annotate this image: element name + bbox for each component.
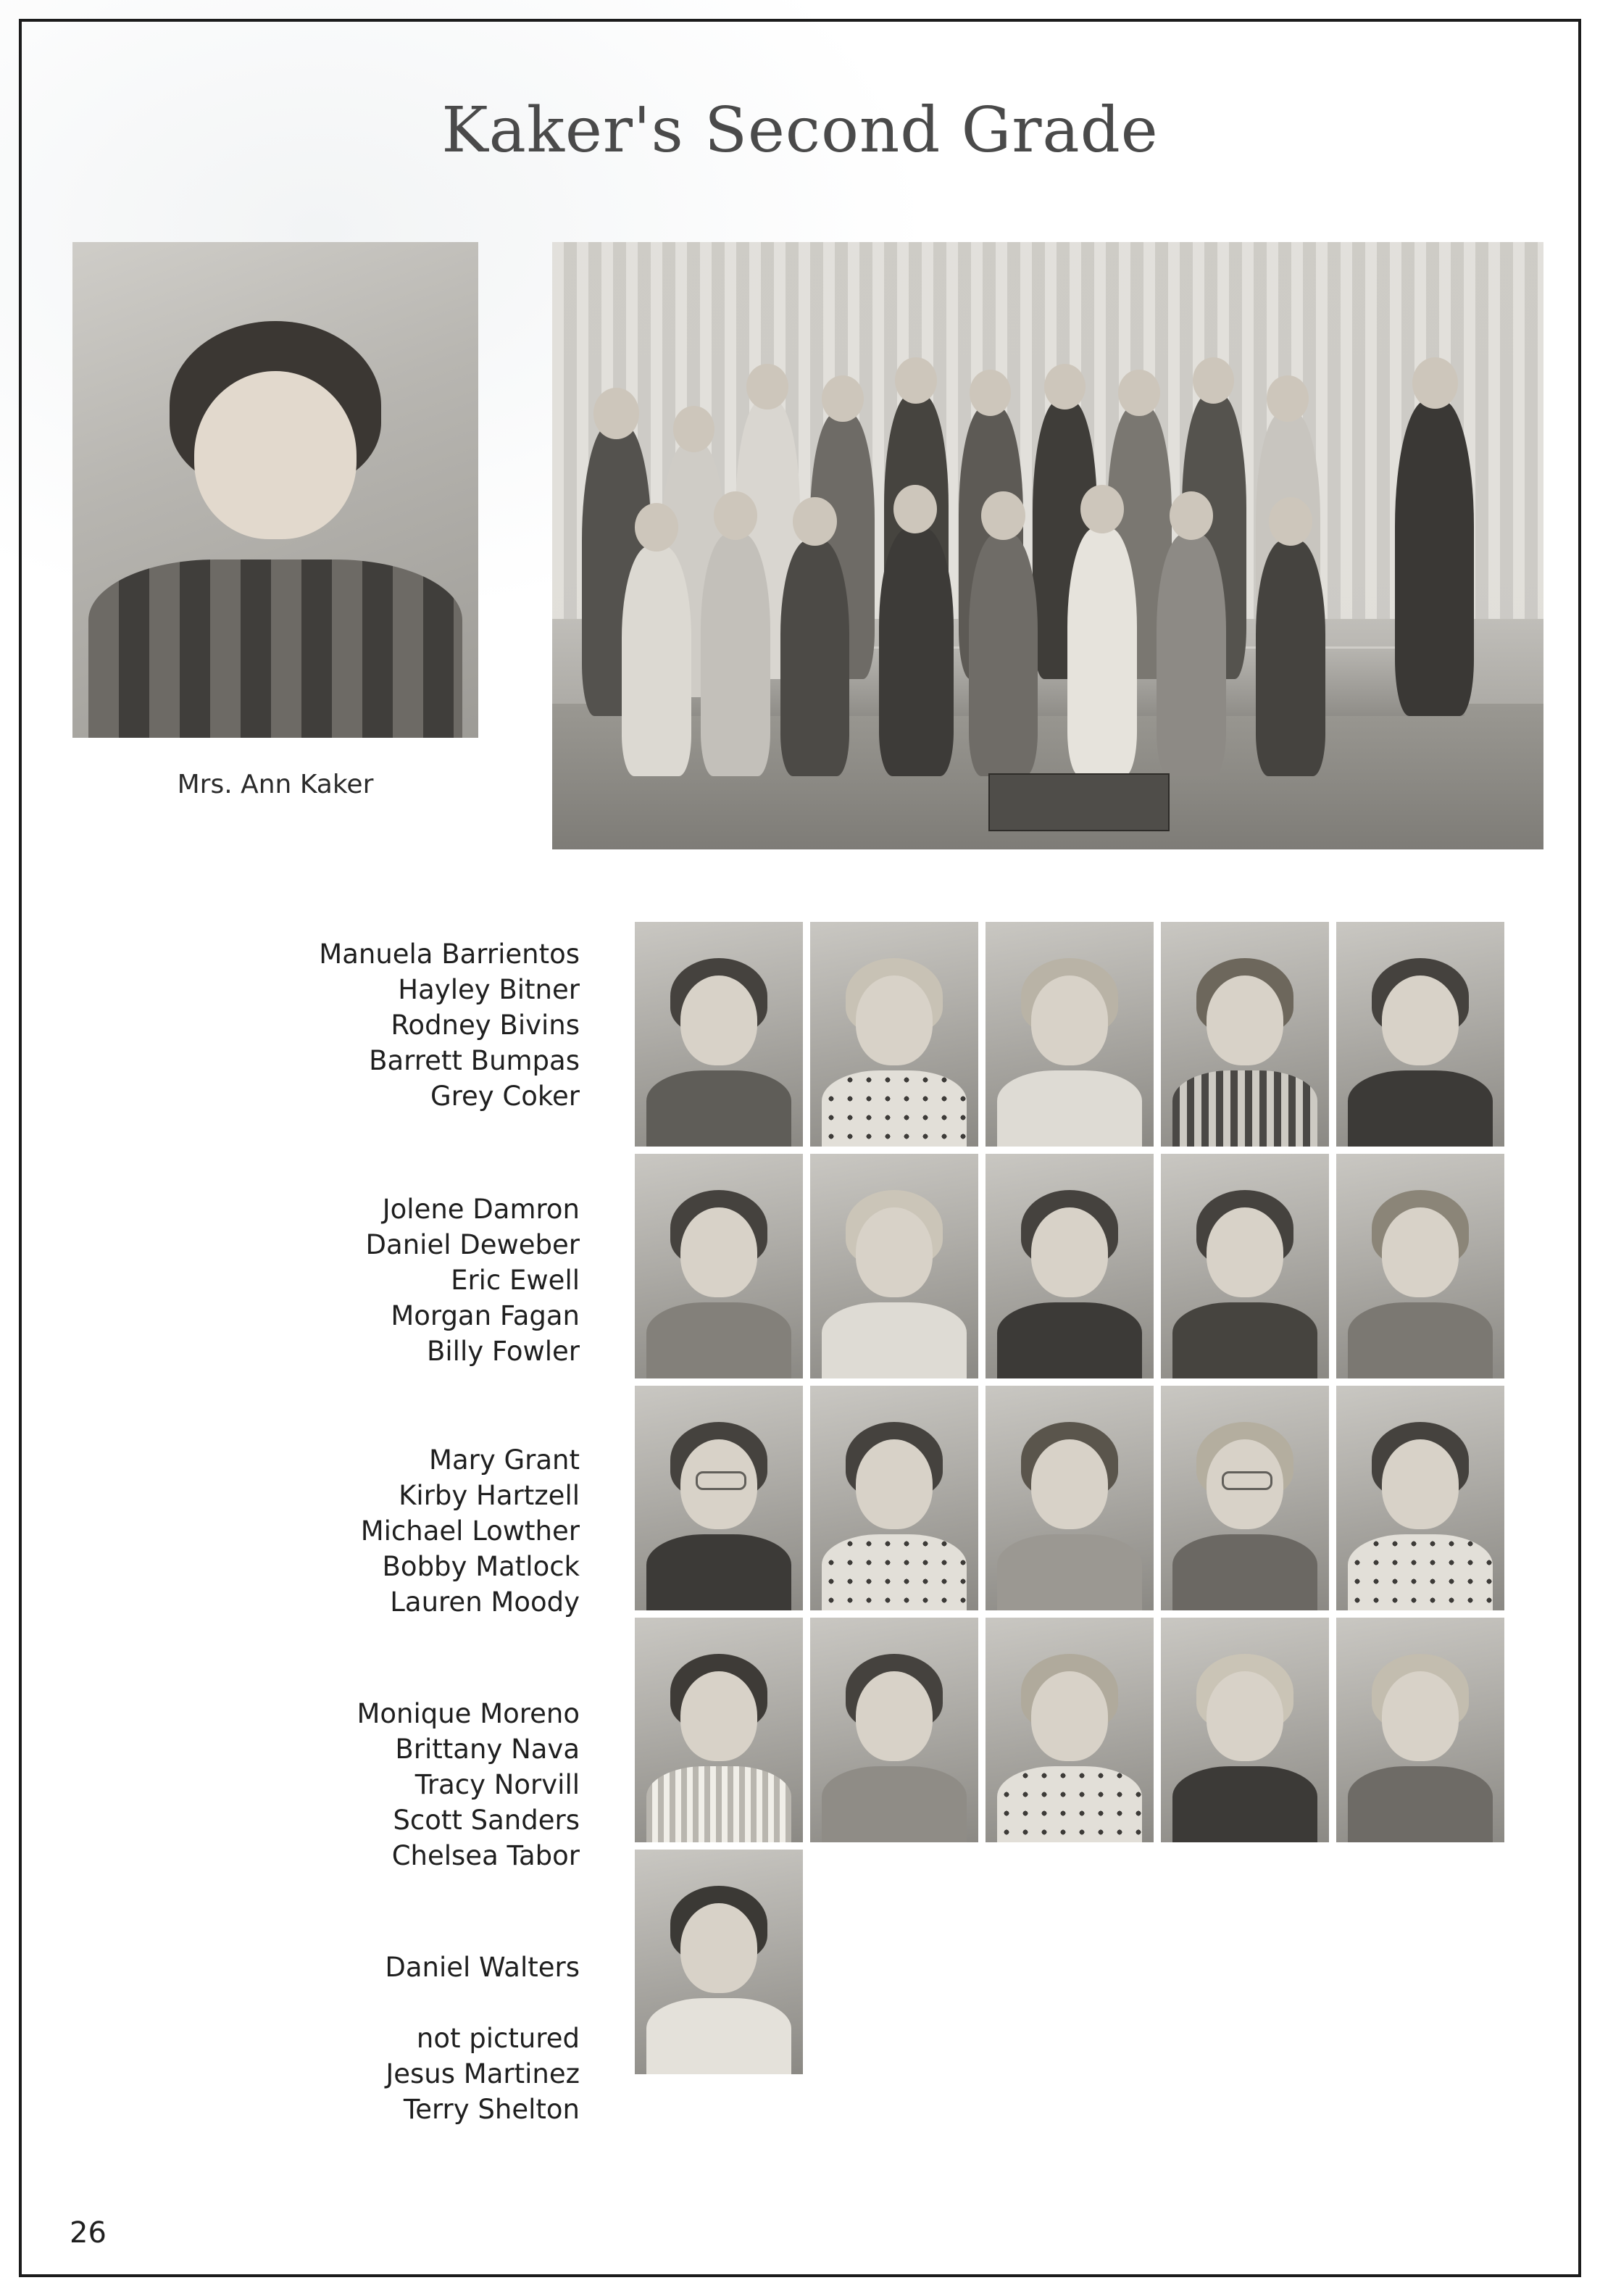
student-portrait [986,1386,1154,1610]
teacher-caption: Mrs. Ann Kaker [177,770,374,799]
student-portrait [635,1386,803,1610]
glasses-icon [1222,1471,1272,1490]
portrait-row [635,1386,1548,1610]
student-name: Hayley Bitner [398,974,580,1005]
student-portrait [1161,1386,1329,1610]
student-portrait [635,922,803,1147]
name-group-3 [217,1442,580,1620]
student-name: Scott Sanders [393,1805,580,1836]
student-name: Bobby Matlock [382,1551,580,1582]
student-portrait [986,922,1154,1147]
not-pictured-name: Terry Shelton [403,2094,580,2125]
student-portrait [1161,1154,1329,1378]
class-sign [988,773,1170,831]
student-portrait [810,922,978,1147]
student-name: Jolene Damron [382,1194,580,1225]
student-name: Manuela Barrientos [319,939,580,970]
student-portrait [1336,922,1504,1147]
student-name: Billy Fowler [427,1336,580,1367]
student-name: Tracy Norvill [414,1769,580,1800]
student-name: Michael Lowther [360,1515,580,1547]
student-portrait [986,1154,1154,1378]
student-name: Brittany Nava [395,1734,580,1765]
portrait-row [635,1154,1548,1378]
student-name: Monique Moreno [357,1698,580,1729]
portrait-row [635,922,1548,1147]
page-number: 26 [70,2216,107,2250]
student-name: Eric Ewell [451,1265,580,1296]
student-name: Chelsea Tabor [391,1840,580,1871]
student-portrait [810,1154,978,1378]
name-group-5 [217,1950,580,2127]
student-name: Daniel Deweber [365,1229,580,1260]
student-portrait [1336,1618,1504,1842]
student-portrait [635,1618,803,1842]
student-name: Mary Grant [429,1444,580,1476]
spacer [217,1985,580,2021]
student-portrait [986,1618,1154,1842]
student-name: Kirby Hartzell [399,1480,580,1511]
name-group-4 [217,1696,580,1873]
student-name: Morgan Fagan [391,1300,580,1331]
student-name: Lauren Moody [390,1586,580,1618]
not-pictured-label: not pictured [416,2023,580,2054]
student-name: Barrett Bumpas [369,1045,580,1076]
student-name: Daniel Walters [385,1952,580,1983]
student-portrait [1161,1618,1329,1842]
student-portrait [810,1386,978,1610]
portrait-row [635,1618,1548,1842]
student-portrait [1336,1154,1504,1378]
teacher-portrait-photo [72,242,478,738]
name-group-2 [217,1191,580,1369]
portrait-grid [635,922,1548,2081]
class-group-photo [552,242,1543,849]
student-name: Rodney Bivins [391,1010,580,1041]
glasses-icon [696,1471,746,1490]
page-title: Kaker's Second Grade [441,94,1159,167]
student-portrait [635,1850,803,2074]
portrait-row [635,1850,1548,2074]
name-group-1 [217,936,580,1114]
not-pictured-name: Jesus Martinez [386,2058,580,2089]
student-portrait [810,1618,978,1842]
student-portrait [635,1154,803,1378]
student-portrait [1336,1386,1504,1610]
student-portrait [1161,922,1329,1147]
student-name: Grey Coker [430,1081,580,1112]
